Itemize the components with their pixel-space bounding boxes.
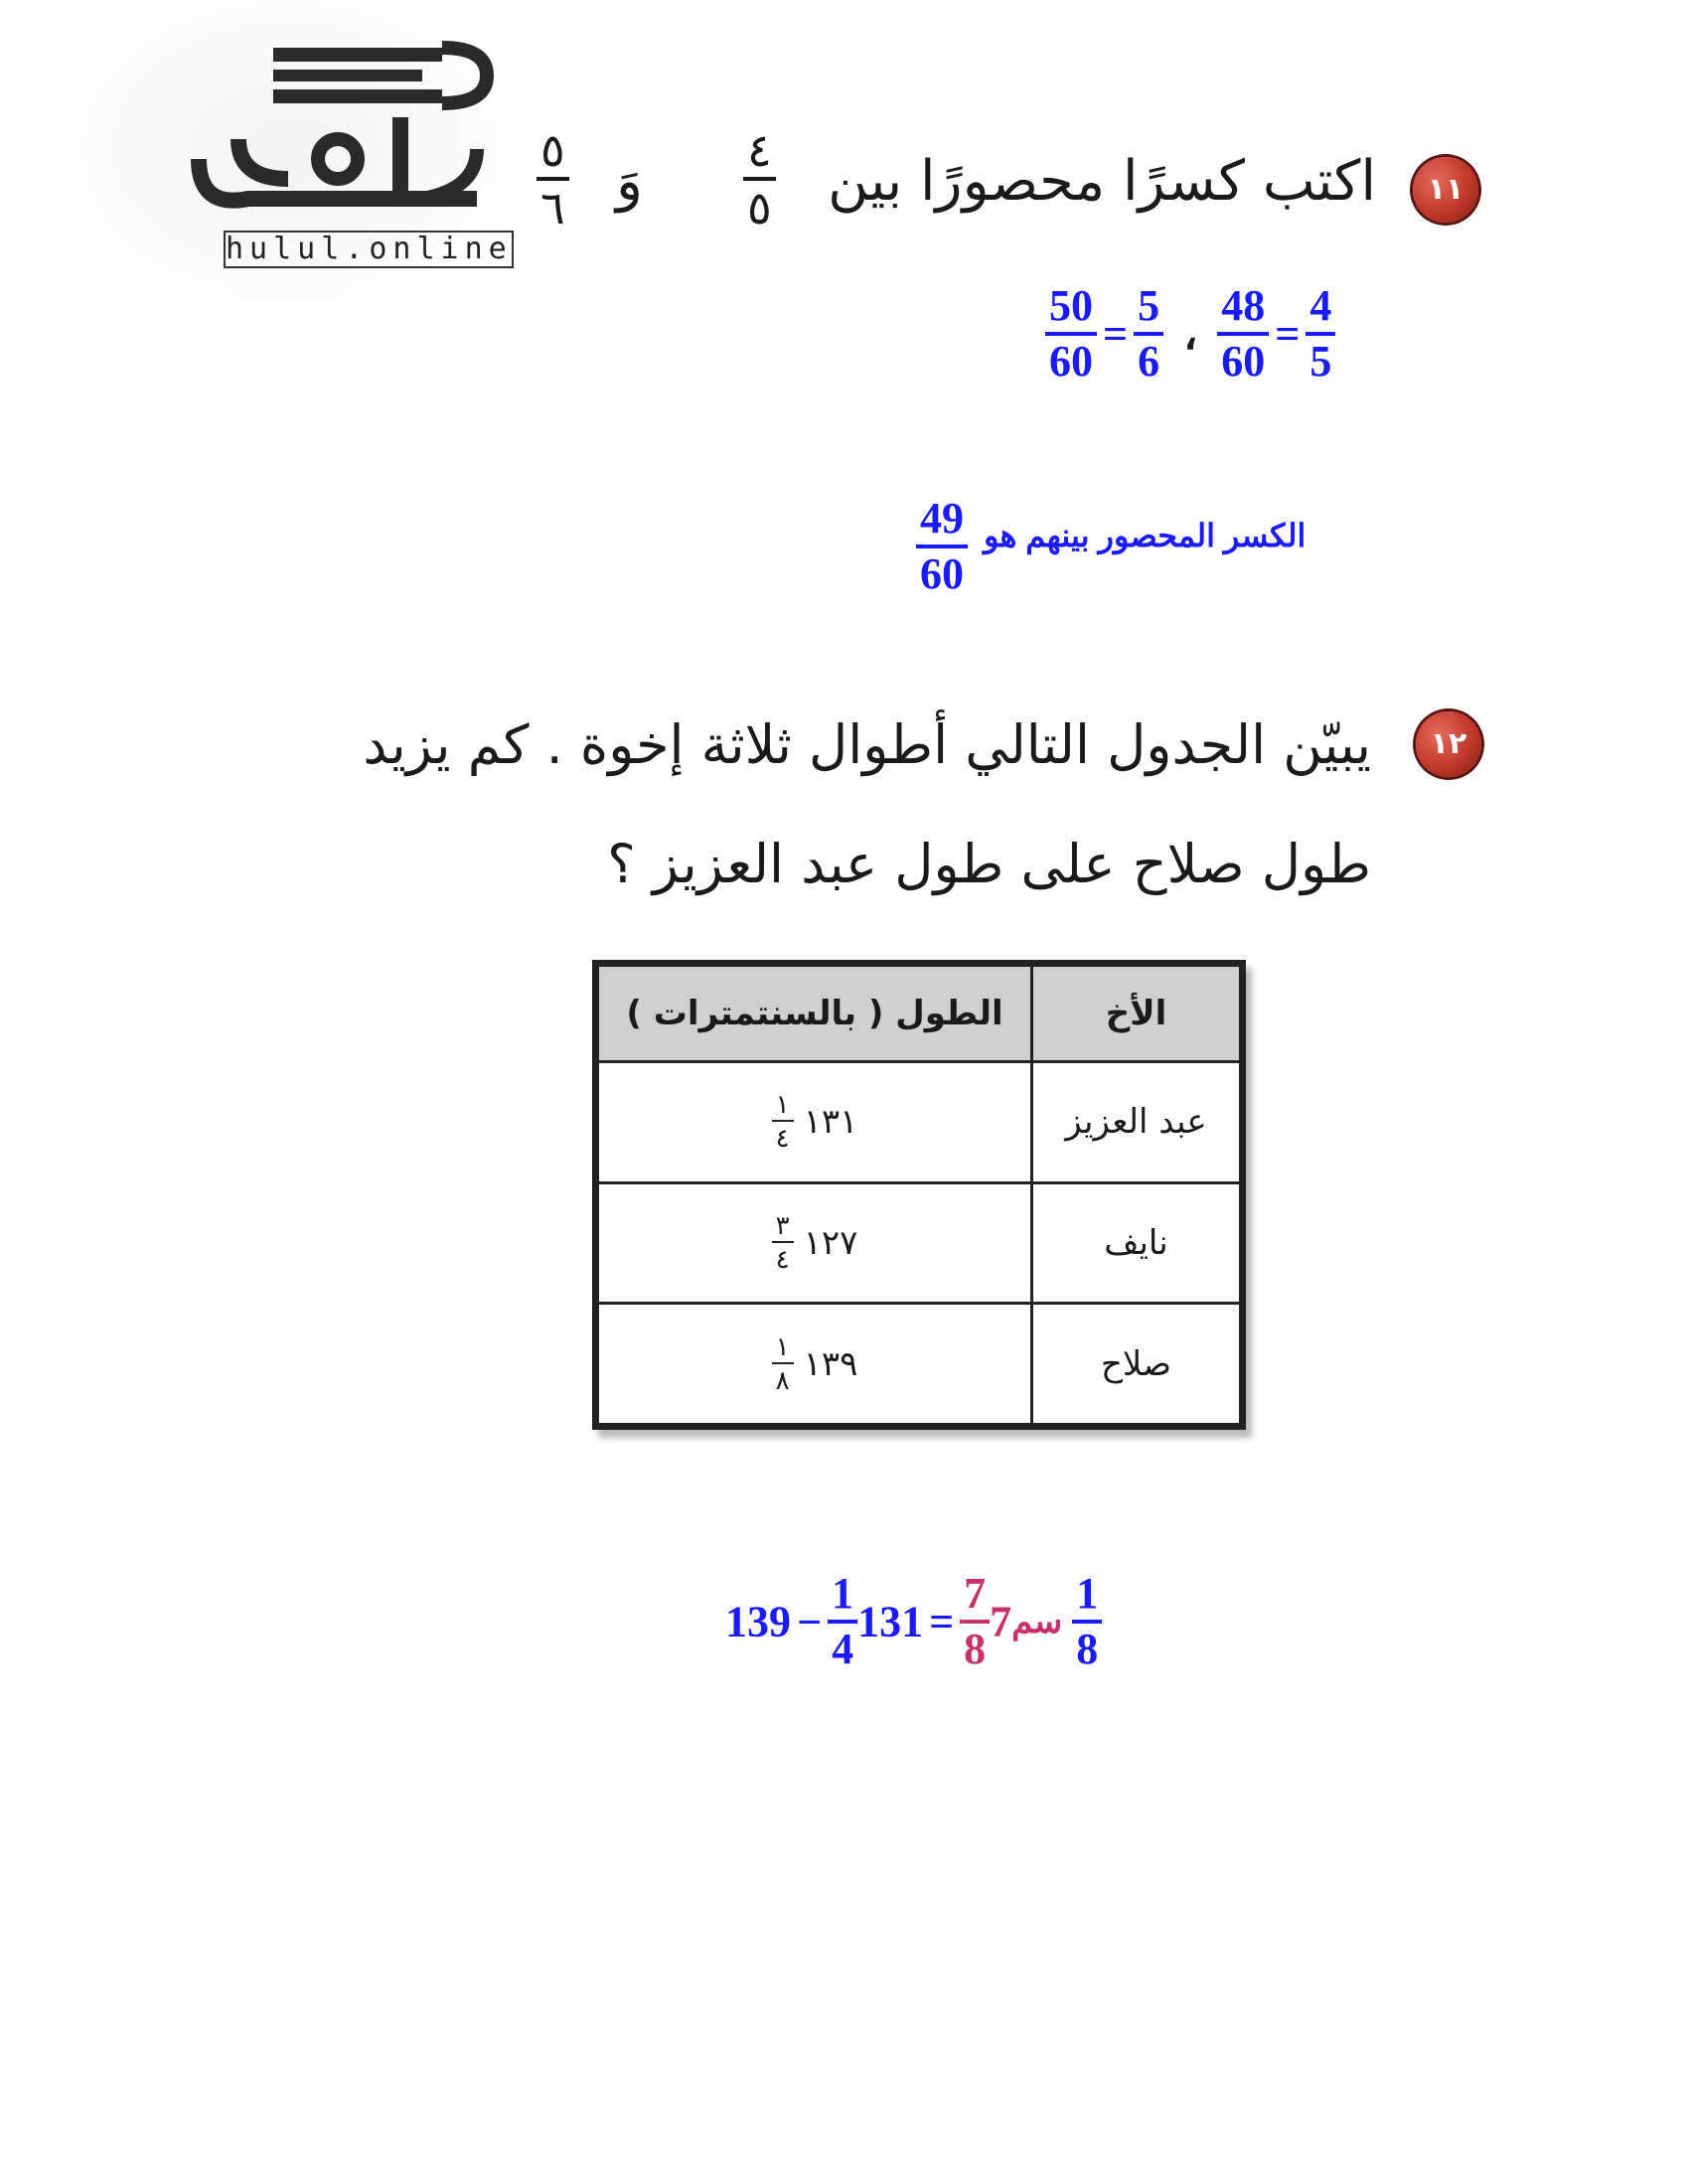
fraction-4-5: $\frac{4}{5}$ bbox=[1305, 284, 1335, 384]
answer-fraction-1-4: $\frac{1}{4}$ bbox=[828, 1572, 857, 1671]
logo-text: hulul.online bbox=[226, 232, 513, 266]
question-11-result-text: الكسر المحصور بينهم هو bbox=[984, 518, 1306, 553]
answer-unit: سم bbox=[1011, 1603, 1063, 1640]
table-cell-name: صلاح bbox=[1032, 1304, 1241, 1425]
fraction-50-60: $\frac{50}{60}$ bbox=[1045, 284, 1097, 384]
table-cell-height: ١٢٧ $\frac{٣}{٤}$ bbox=[598, 1182, 1032, 1304]
heights-table bbox=[592, 960, 1246, 1430]
question-12-badge: ١٢ bbox=[1416, 711, 1481, 777]
table-header-brother: الأخ bbox=[1032, 966, 1241, 1062]
question-11-conjunction: وَ bbox=[616, 149, 644, 214]
fraction-48-60: $\frac{48}{60}$ bbox=[1217, 284, 1269, 384]
question-11-result-fraction: $\frac{49}{60}$ bbox=[916, 497, 968, 596]
question-11-answer-line: $\frac{50}{60}$ = $\frac{5}{6}$ ، $\frac{48}{60}$ = $\frac{4}{5}$ bbox=[1045, 284, 1335, 384]
answer-fraction-1-8: $\frac{1}{8}$ bbox=[1072, 1572, 1102, 1671]
fraction-5-6: $\frac{5}{6}$ bbox=[1134, 284, 1163, 384]
question-12-line-2: طول صلاح على طول عبد العزيز ؟ bbox=[607, 833, 1371, 895]
question-11-fraction-b: $\frac{٥}{٦}$ bbox=[537, 127, 569, 231]
table-cell-height: ١٣١ $\frac{١}{٤}$ bbox=[598, 1062, 1032, 1183]
logo bbox=[79, 0, 513, 298]
table-row bbox=[598, 1062, 1241, 1183]
table-header-row bbox=[598, 966, 1241, 1062]
table-cell-name: نايف bbox=[1032, 1182, 1241, 1304]
table-row bbox=[598, 1304, 1241, 1425]
question-11-fraction-a: $\frac{٤}{٥}$ bbox=[743, 127, 776, 231]
table-header-height: الطول ( بالسنتمترات ) bbox=[598, 966, 1032, 1062]
table-cell-height: ١٣٩ $\frac{١}{٨}$ bbox=[598, 1304, 1032, 1425]
table-cell-name: عبد العزيز bbox=[1032, 1062, 1241, 1183]
question-12-answer: سم7 $\frac{7}{8}$ =131 $\frac{1}{4}$ −139 $\frac{1}{8}$ bbox=[725, 1572, 1102, 1671]
question-12-line-1: يبيّن الجدول التالي أطوال ثلاثة إخوة . كم يزيد bbox=[363, 713, 1371, 776]
question-11-badge: ١١ bbox=[1413, 157, 1478, 223]
question-11-text: اكتب كسرًا محصورًا بين bbox=[828, 149, 1376, 214]
answer-fraction-7-8: $\frac{7}{8}$ bbox=[960, 1572, 990, 1671]
table-row bbox=[598, 1182, 1241, 1304]
hulul-logo-icon bbox=[179, 40, 497, 219]
